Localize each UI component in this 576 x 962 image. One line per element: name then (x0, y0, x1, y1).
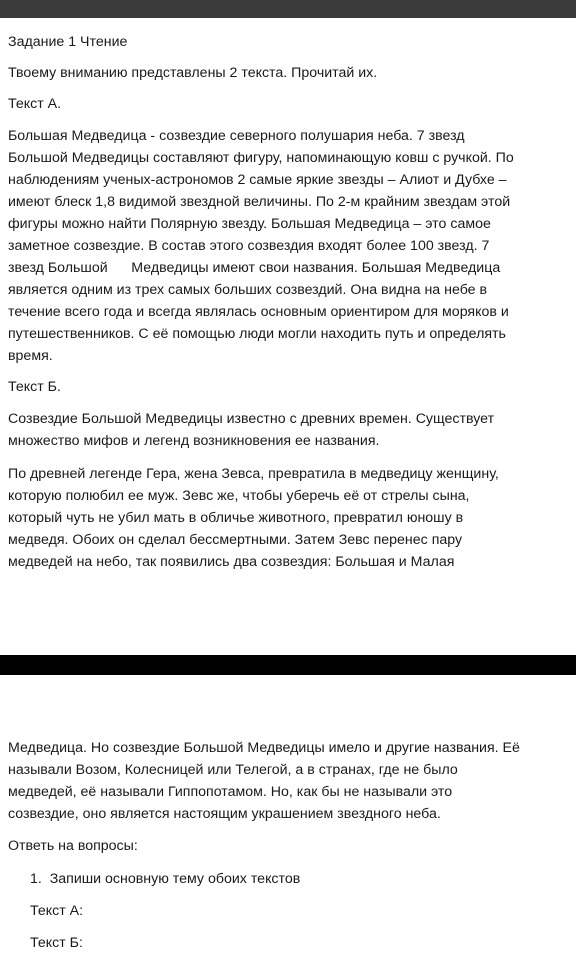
text-a-heading: Текст А. (8, 96, 62, 112)
text-a-line: Большой Медведицы составляют фигуру, напоминающую ковш с ручкой. По (8, 150, 514, 166)
text-a-line: является одним из трех самых больших созвездий. Она видна на небе в (8, 282, 488, 298)
answer-b-label: Текст Б: (30, 935, 83, 951)
text-a-line: наблюдениям ученых-астрономов 2 самые яркие звезды – Алиот и Дубхе – (8, 172, 507, 188)
text-a-line: заметное созвездие. В состав этого созвездия входят более 100 звезд. 7 (8, 238, 490, 254)
text-b-line: По древней легенде Гера, жена Зевса, превратила в медведицу женщину, (8, 466, 499, 482)
text-a-line: путешественников. С её помощью люди могли находить путь и определять (8, 326, 506, 342)
text-b-line: который чуть не убил мать в обличье животного, превратил юношу в (8, 510, 464, 526)
text-a-line: течение всего года и всегда являлась основным ориентиром для моряков и (8, 304, 509, 320)
text-a-line: имеют блеск 1,8 видимой звездной величины. По 2-м крайним звездам этой (8, 194, 511, 210)
continuation-line: Медведица. Но созвездие Большой Медведицы имело и другие названия. Её (8, 740, 520, 756)
text-a-line: фигуры можно найти Полярную звезду. Большая Медведица – это самое (8, 216, 491, 232)
text-b-line: которую полюбил ее муж. Зевс же, чтобы уберечь её от стрелы сына, (8, 488, 470, 504)
text-b-line: множество мифов и легенд возникновения ее названия. (8, 433, 380, 449)
continuation-line: называли Возом, Колесницей или Телегой, а в странах, где не было (8, 762, 458, 778)
task-title: Задание 1 Чтение (8, 34, 128, 50)
answer-a-label: Текст А: (30, 903, 84, 919)
document-page-1 (0, 18, 576, 655)
text-a-line: Большая Медведица - созвездие северного полушария неба. 7 звезд (8, 128, 465, 144)
questions-heading: Ответь на вопросы: (8, 838, 138, 854)
text-b-line: Созвездие Большой Медведицы известно с древних времен. Существует (8, 411, 495, 427)
text-b-heading: Текст Б. (8, 379, 61, 395)
question-1: 1. Запиши основную тему обоих текстов (30, 871, 301, 887)
text-b-line: медведя. Обоих он сделал бессмертными. Затем Зевс перенес пару (8, 532, 463, 548)
document-page-2 (0, 675, 576, 962)
text-b-line: медведей на небо, так появились два созвездия: Большая и Малая (8, 554, 455, 570)
page-separator (0, 655, 576, 675)
continuation-line: медведей, её называли Гиппопотамом. Но, как бы не называли это (8, 784, 453, 800)
intro-text: Твоему вниманию представлены 2 текста. Прочитай их. (8, 65, 378, 81)
continuation-line: созвездие, оно является настоящим украшением звездного неба. (8, 806, 441, 822)
text-a-line: время. (8, 348, 53, 364)
text-a-line: звезд Большой Медведицы имеют свои названия. Большая Медведица (8, 260, 501, 276)
top-bar (0, 0, 576, 18)
